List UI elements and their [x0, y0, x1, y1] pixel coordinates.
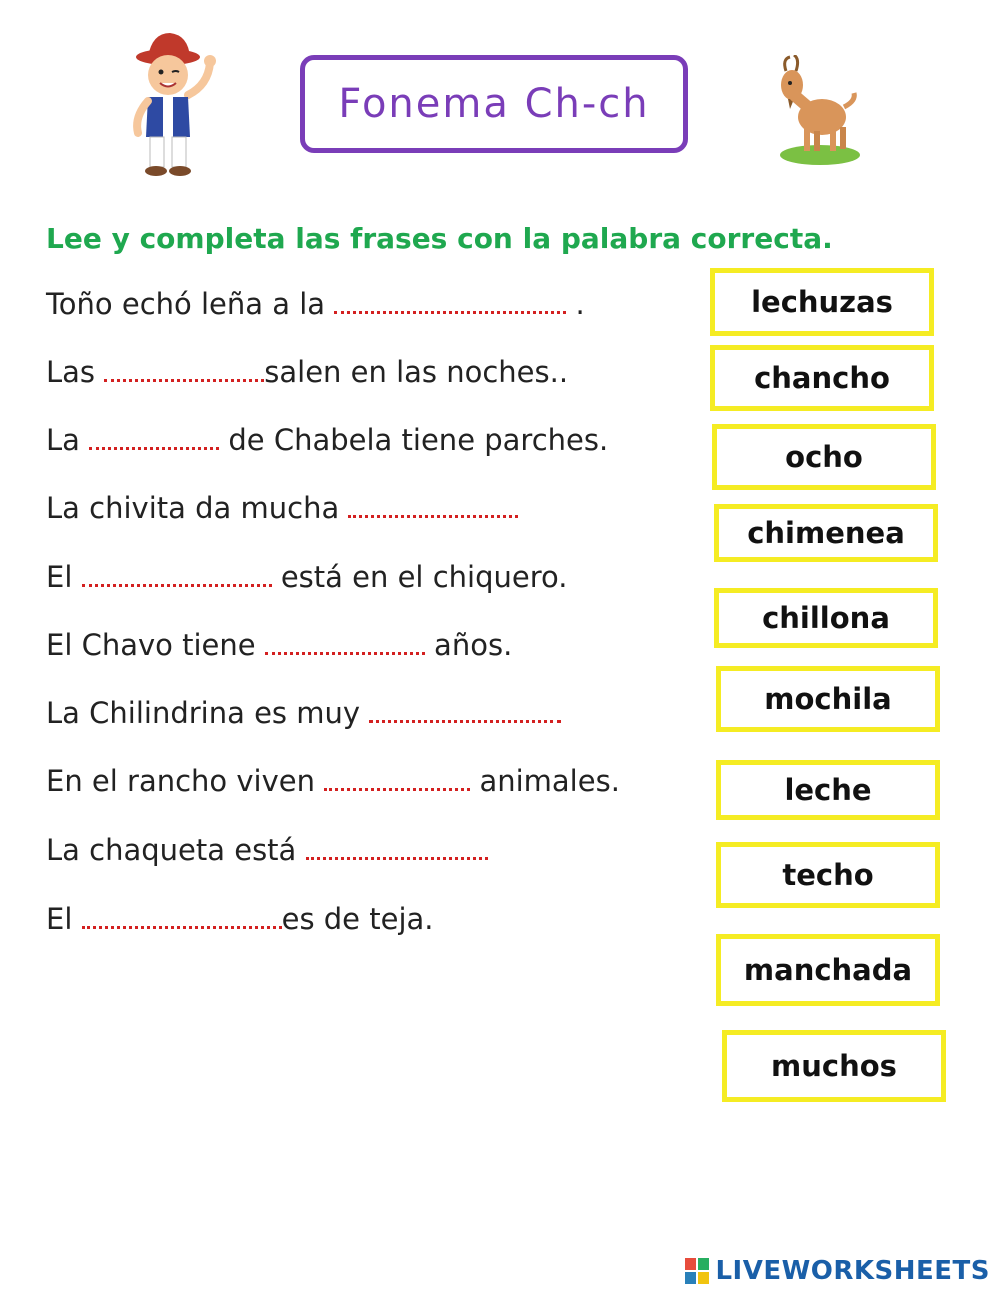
word-option[interactable] — [716, 760, 940, 820]
answer-blank[interactable] — [265, 646, 425, 655]
word-option[interactable] — [714, 504, 938, 562]
sentence-text-before: La chivita da mucha — [46, 491, 340, 525]
sentence-row — [46, 423, 609, 457]
instruction-text: Lee y completa las frases con la palabra correcta. — [46, 222, 833, 255]
answer-blank[interactable] — [89, 441, 219, 450]
sentence-text-before: La — [46, 423, 80, 457]
sentence-text-after: de Chabela tiene parches. — [219, 423, 609, 457]
sentence-text-after: . — [566, 287, 585, 321]
sentence-text-before: El — [46, 560, 73, 594]
word-option-label: manchada — [743, 953, 913, 987]
sentence-row — [46, 764, 620, 798]
sentence-text-after: años. — [424, 628, 513, 662]
word-option-label: chancho — [754, 361, 890, 395]
word-option[interactable] — [716, 666, 940, 732]
title-box — [300, 55, 688, 153]
sentence-text-before: El — [46, 902, 73, 936]
word-option-label: muchos — [771, 1049, 897, 1083]
sentence-row — [46, 287, 585, 321]
word-option[interactable] — [710, 268, 934, 336]
sentence-row — [46, 355, 569, 389]
word-option[interactable] — [712, 424, 936, 490]
word-option[interactable] — [716, 842, 940, 908]
sentence-text-before: Toño echó leña a la — [46, 287, 326, 321]
answer-blank[interactable] — [104, 373, 264, 382]
word-option-label: leche — [784, 773, 872, 807]
sentence-row — [46, 833, 488, 867]
answer-blank[interactable] — [369, 714, 561, 723]
word-option[interactable] — [710, 345, 934, 411]
logo-text: LIVEWORKSHEETS — [715, 1256, 990, 1286]
answer-blank[interactable] — [82, 578, 272, 587]
word-option-label: techo — [782, 858, 874, 892]
liveworksheets-logo-icon — [685, 1258, 709, 1284]
sentence-row — [46, 902, 434, 936]
sentence-text-after: animales. — [470, 764, 620, 798]
answer-blank[interactable] — [348, 509, 518, 518]
sentence-text-before: La Chilindrina es muy — [46, 696, 361, 730]
word-option-label: chimenea — [747, 516, 905, 550]
sentence-text-after: es de teja. — [281, 902, 434, 936]
boy-illustration — [118, 25, 228, 185]
word-option-label: ocho — [785, 440, 863, 474]
page-title: Fonema Ch-ch — [338, 81, 650, 127]
sentence-text-before: Las — [46, 355, 96, 389]
sentence-row — [46, 560, 568, 594]
sentence-row — [46, 628, 513, 662]
sentence-text-after: está en el chiquero. — [271, 560, 568, 594]
word-option-label: chillona — [762, 601, 890, 635]
answer-blank[interactable] — [306, 851, 488, 860]
word-option[interactable] — [716, 934, 940, 1006]
sentence-text-before: En el rancho viven — [46, 764, 316, 798]
sentence-text-after: salen en las noches.. — [264, 355, 569, 389]
answer-blank[interactable] — [334, 305, 566, 314]
sentence-text-before: El Chavo tiene — [46, 628, 256, 662]
answer-blank[interactable] — [324, 782, 470, 791]
goat-illustration — [770, 55, 865, 170]
liveworksheets-logo — [685, 1256, 990, 1286]
word-option[interactable] — [722, 1030, 946, 1102]
word-option-label: lechuzas — [751, 285, 893, 319]
sentence-row — [46, 491, 518, 525]
word-option-label: mochila — [764, 682, 892, 716]
answer-blank[interactable] — [82, 920, 282, 929]
sentence-text-before: La chaqueta está — [46, 833, 297, 867]
sentence-row — [46, 696, 561, 730]
word-option[interactable] — [714, 588, 938, 648]
